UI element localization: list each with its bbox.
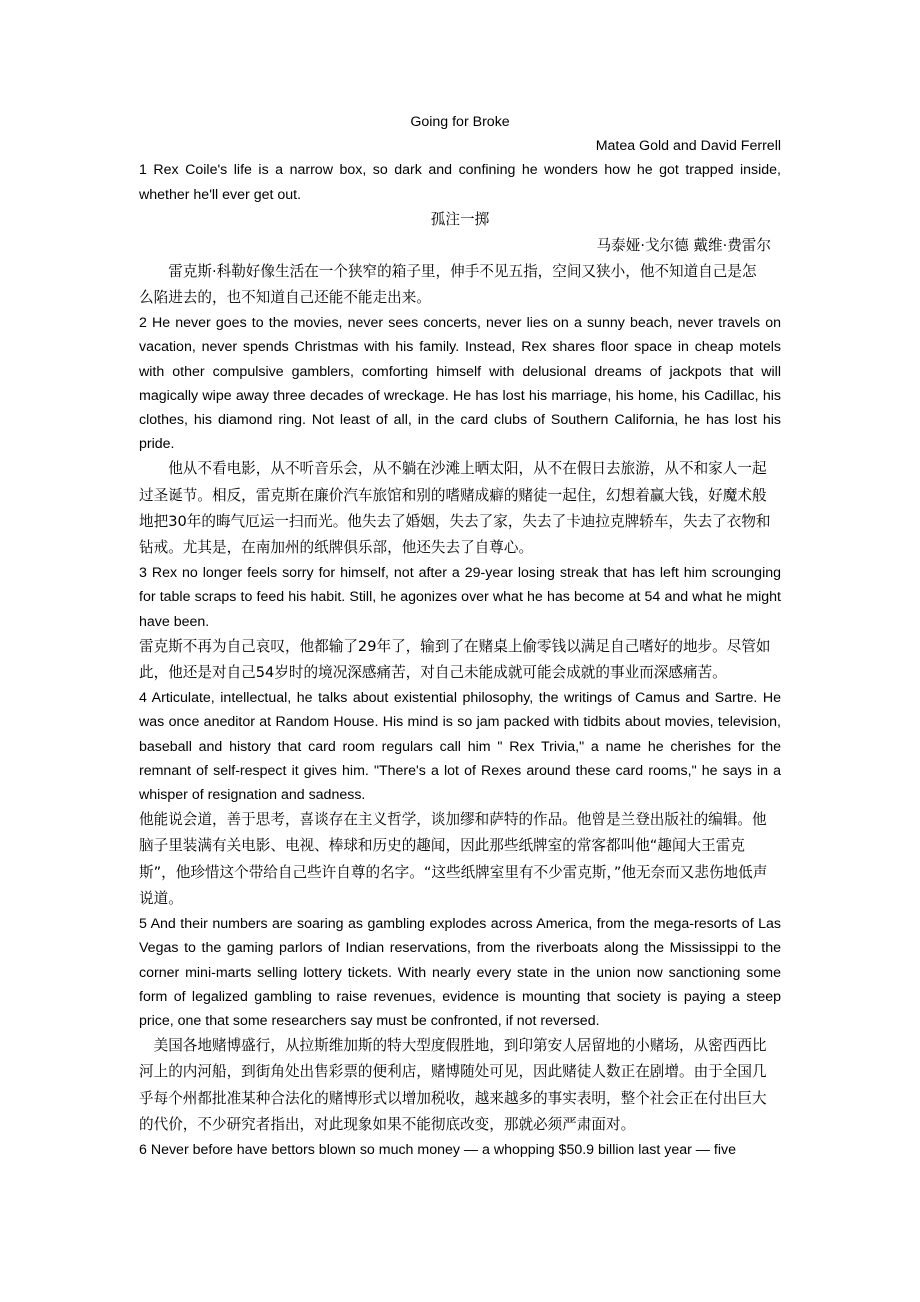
paragraph-2-zh: 他从不看电影，从不听音乐会，从不躺在沙滩上晒太阳，从不在假日去旅游，从不和家人一起过圣诞节。相反，雷克斯在廉价汽车旅馆和别的嗜赌成癖的赌徒一起住，幻想着赢大钱，好魔术般地把30年的晦气厄运一扫而光。他失去了婚姻，失去了家，失去了卡迪拉克牌轿车，失去了衣物和钻戒。尤其是，在南加州的纸牌俱乐部，他还失去了自尊心。 (139, 460, 771, 557)
authors-en: Matea Gold and David Ferrell (595, 138, 781, 155)
document-title-en: Going for Broke (410, 114, 510, 130)
paragraph-1-en: 1 Rex Coile's life is a narrow box, so dark and confining he wonders how he got trapped inside, whether he'll ever get out. (139, 162, 781, 203)
paragraph-3-en: 3 Rex no longer feels sorry for himself, not after a 29-year losing streak that has left him scrounging for table scraps to feed his habit. Still, he agonizes over what he has become at 54 and what he might have been. (139, 565, 781, 630)
paragraph-4-en: 4 Articulate, intellectual, he talks about existential philosophy, the writings of Camus and Sartre. He was once aneditor at Random House. His mind is so jam packed with tidbits about movies, television, baseball and history that card room regulars call him " Rex Trivia," a name he cherishes for the remnant of self-respect it gives him. "There's a lot of Rexes around these card rooms," he says in a whisper of resignation and sadness. (139, 690, 781, 804)
paragraph-1-zh: 雷克斯·科勒好像生活在一个狭窄的箱子里，伸手不见五指，空间又狭小，他不知道自己是怎么陷进去的，也不知道自己还能不能走出来。 (139, 262, 757, 307)
paragraph-2-en: 2 He never goes to the movies, never sees concerts, never lies on a sunny beach, never travels on vacation, never spends Christmas with his family. Instead, Rex shares floor space in cheap motels with other compulsive gamblers, comforting himself with delusional dreams of jackpots that will magically wipe away three decades of wreckage. He has lost his marriage, his home, his Cadillac, his clothes, his diamond ring. Not least of all, in the card clubs of Southern California, he has lost his pride. (139, 315, 781, 453)
document-page (139, 110, 781, 1162)
authors-zh: 马泰娅·戈尔德 戴维·费雷尔 (596, 236, 771, 254)
paragraph-4-zh: 他能说会道，善于思考，喜谈存在主义哲学，谈加缪和萨特的作品。他曾是兰登出版社的编辑。他脑子里装满有关电影、电视、棒球和历史的趣闻，因此那些纸牌室的常客都叫他“趣闻大王雷克斯”，他珍惜这个带给自己些许自尊的名字。“这些纸牌室里有不少雷克斯，”他无奈而又悲伤地低声说道。 (139, 811, 768, 907)
paragraph-3-zh: 雷克斯不再为自己哀叹，他都输了29年了，输到了在赌桌上偷零钱以满足自己嗜好的地步。尽管如此，他还是对自己54岁时的境况深感痛苦，对自己未能成就可能会成就的事业而深感痛苦。 (139, 637, 771, 682)
paragraph-5-en: 5 And their numbers are soaring as gambling explodes across America, from the mega-resorts of Las Vegas to the gaming parlors of Indian reservations, from the riverboats along the Mississippi to the corner mini-marts selling lottery tickets. With nearly every state in the union now sanctioning some form of legalized gambling to raise revenues, evidence is mounting that society is paying a steep price, one that some researchers say must be confronted, if not reversed. (139, 916, 781, 1029)
document-title-zh: 孤注一掷 (430, 210, 490, 228)
paragraph-5-zh: 美国各地赌博盛行，从拉斯维加斯的特大型度假胜地，到印第安人居留地的小赌场，从密西西比河上的内河船，到街角处出售彩票的便利店，赌博随处可见，因此赌徒人数正在剧增。由于全国几乎每个州都批准某种合法化的赌博形式以增加税收，越来越多的事实表明，整个社会正在付出巨大的代价，不少研究者指出，对此现象如果不能彻底改变，那就必须严肃面对。 (139, 1037, 767, 1133)
paragraph-6-en: 6 Never before have bettors blown so much money — a whopping $50.9 billion last year — five (139, 1141, 736, 1158)
